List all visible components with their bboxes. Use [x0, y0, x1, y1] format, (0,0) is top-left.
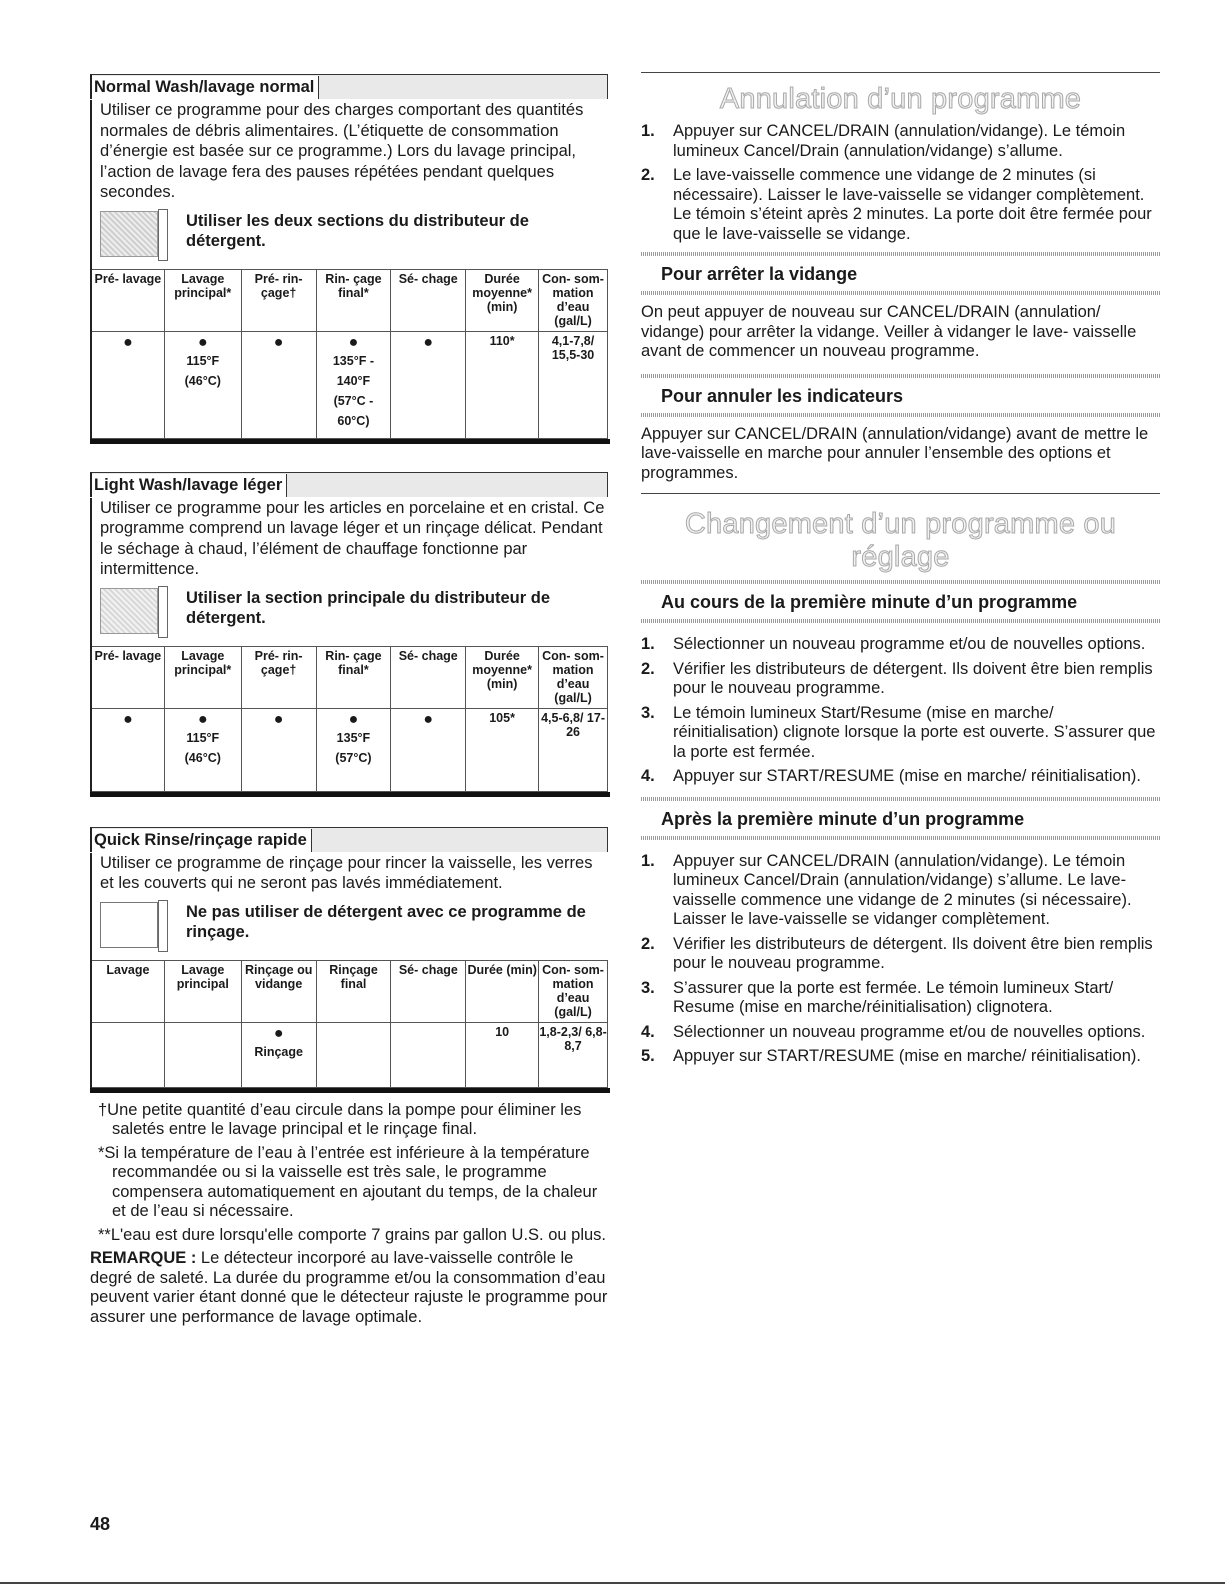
right-column — [641, 72, 1160, 1072]
temp-value: (57°C - — [333, 393, 374, 408]
detergent-note — [100, 209, 608, 263]
duration-value: 10 — [495, 1024, 510, 1039]
table-header: Rin- çage final* — [316, 646, 391, 708]
list-item: 2. Vérifier les distributeurs de détergent. Ils doivent être bien remplis pour le nouveau programme. — [641, 934, 1153, 972]
table-header: Lavage — [91, 960, 164, 1022]
list-item: 5. Appuyer sur START/RESUME (mise en marche/ réinitialisation). — [641, 1047, 1141, 1065]
table-header: Rinçage ou vidange — [241, 960, 316, 1022]
detergent-note — [100, 586, 608, 640]
temp-value: 115°F — [186, 730, 220, 745]
water-value: 4,5-6,8/ 17-26 — [541, 710, 605, 739]
table-header: Durée (min) — [466, 960, 539, 1022]
quick-rinse-title: Quick Rinse/rinçage rapide — [92, 829, 312, 852]
active-dot-icon: ● — [348, 710, 359, 728]
list-item: 1. Sélectionner un nouveau programme et/ou de nouvelles options. — [641, 635, 1146, 653]
divider — [641, 72, 1160, 73]
table-header: Con- som- mation d’eau (gal/L) — [539, 646, 608, 708]
list-item: 2. Vérifier les distributeurs de détergent. Ils doivent être bien remplis pour le nouveau programme. — [641, 659, 1153, 697]
table-header: Pré- lavage — [91, 646, 164, 708]
divider — [641, 619, 1160, 623]
divider — [641, 493, 1160, 494]
water-value: 1,8-2,3/ 6,8-8,7 — [539, 1024, 607, 1053]
list-item: 3. S’assurer que la porte est fermée. Le témoin lumineux Start/ Resume (mise en marche/réinitialisation) clignotera. — [641, 978, 1114, 1016]
remark-label: REMARQUE : — [90, 1249, 197, 1267]
table-header: Lavage principal — [164, 960, 241, 1022]
table-header: Durée moyenne* (min) — [466, 646, 539, 708]
table-header: Pré- lavage — [91, 269, 164, 331]
light-wash-section — [90, 472, 608, 797]
quick-rinse-table — [90, 960, 608, 1088]
divider — [641, 291, 1160, 295]
temp-value: 135°F - — [332, 353, 374, 368]
temp-value: 140°F — [336, 373, 371, 388]
cancel-steps — [641, 122, 1160, 244]
normal-wash-section — [90, 74, 608, 444]
quick-rinse-section — [90, 827, 608, 1093]
stop-drain-heading: Pour arrêter la vidange — [661, 264, 858, 284]
divider — [641, 836, 1160, 840]
table-header: Sé- chage — [391, 960, 466, 1022]
footnote: **L'eau est dure lorsqu'elle comporte 7 grains par gallon U.S. ou plus. — [98, 1225, 607, 1244]
first-minute-heading: Au cours de la première minute d’un programme — [661, 592, 1078, 612]
table-header: Rinçage final — [316, 960, 391, 1022]
table-header: Pré- rin- çage† — [241, 269, 316, 331]
detergent-instruction: Utiliser la section principale du distributeur de détergent. — [186, 588, 550, 627]
active-dot-icon: ● — [348, 333, 359, 351]
section-header — [90, 74, 608, 99]
table-header: Con- som- mation d’eau (gal/L) — [539, 960, 608, 1022]
active-dot-icon: ● — [273, 333, 284, 351]
footnote: †Une petite quantité d’eau circule dans la pompe pour éliminer les saletés entre le lavage principal et le rinçage final. — [98, 1100, 582, 1138]
footnotes — [90, 1101, 608, 1246]
temp-value: 115°F — [186, 353, 220, 368]
footnote: *Si la température de l’eau à l’entrée est inférieure à la température recommandée ou si la vaisselle est très sale, le programme compensera automatiquement en ajoutant du temps, de la chaleur et de l’eau si nécessaire. — [98, 1143, 598, 1220]
quick-rinse-description: Utiliser ce programme de rinçage pour rincer la vaisselle, les verres et les couverts qui ne seront pas lavés immédiatement. — [100, 853, 593, 892]
detergent-instruction: Utiliser les deux sections du distributeur de détergent. — [186, 211, 529, 250]
table-header: Lavage principal* — [164, 269, 241, 331]
rinse-label: Rinçage — [254, 1044, 303, 1059]
list-item: 1. Appuyer sur CANCEL/DRAIN (annulation/vidange). Le témoin lumineux Cancel/Drain (annulation/vidange) s’allume. — [641, 122, 1126, 160]
list-item: 2. Le lave-vaisselle commence une vidange de 2 minutes (si nécessaire). Laisser le lave-vaisselle se vidanger complètement. Le témoin s’éteint après 2 minutes. La porte doit être fermée pour que le lave-vaisselle se vidange. — [641, 166, 1152, 243]
section-header — [90, 472, 608, 497]
active-dot-icon: ● — [123, 710, 133, 728]
temp-value: 135°F — [336, 730, 371, 745]
remark-text: Le détecteur incorporé au lave-vaisselle contrôle le degré de saleté. La durée du programme et/ou la consommation d’eau peuvent varier étant donné que le détecteur rajuste le programme pour assurer une performance de lavage optimale. — [90, 1249, 608, 1326]
temp-value: (57°C) — [335, 750, 372, 765]
detergent-dispenser-empty-icon — [100, 900, 166, 954]
active-dot-icon: ● — [423, 710, 434, 728]
duration-value: 110* — [489, 333, 515, 348]
stop-drain-text: On peut appuyer de nouveau sur CANCEL/DRAIN (annulation/ vidange) pour arrêter la vidange. Veiller à vidanger le lave- vaisselle avant de commencer un nouveau programme. — [641, 303, 1137, 360]
duration-value: 105* — [489, 710, 515, 725]
temp-value: 60°C) — [337, 413, 370, 428]
light-wash-description: Utiliser ce programme pour les articles en porcelaine et en cristal. Ce programme comprend un lavage léger et un rinçage délicat. Pendant le séchage à chaud, l’élément de chauffage fonctionne par intermittence. — [100, 498, 605, 578]
change-program-heading: Changement d’un programme ou réglage — [684, 508, 1117, 573]
divider — [0, 1582, 1225, 1584]
active-dot-icon: ● — [273, 1024, 284, 1042]
normal-wash-title: Normal Wash/lavage normal — [92, 76, 319, 99]
list-item: 1. Appuyer sur CANCEL/DRAIN (annulation/vidange). Le témoin lumineux Cancel/Drain (annulation/vidange) s’allume. Le lave- vaisselle commence une vidange de 2 minutes (si nécessaire). Laisser le lave-vaisselle se vidanger complètement. — [641, 851, 1132, 928]
divider — [90, 1088, 610, 1093]
active-dot-icon: ● — [273, 710, 284, 728]
temp-value: (46°C) — [184, 373, 221, 388]
table-header: Rin- çage final* — [316, 269, 391, 331]
detergent-note — [100, 900, 608, 954]
table-header: Pré- rin- çage† — [241, 646, 316, 708]
water-value: 4,1-7,8/ 15,5-30 — [551, 333, 595, 362]
cancel-indicators-heading: Pour annuler les indicateurs — [661, 385, 904, 406]
light-wash-table — [90, 646, 608, 792]
table-header: Sé- chage — [391, 646, 466, 708]
normal-wash-table — [90, 269, 608, 439]
list-item: 4. Sélectionner un nouveau programme et/ou de nouvelles options. — [641, 1022, 1146, 1041]
list-item: 4. Appuyer sur START/RESUME (mise en marche/ réinitialisation). — [641, 767, 1141, 785]
left-column — [90, 74, 608, 1327]
cancel-indicators-text: Appuyer sur CANCEL/DRAIN (annulation/vidange) avant de mettre le lave-vaisselle en marche pour annuler l’ensemble des options et programmes. — [641, 424, 1149, 482]
after-first-minute-steps — [641, 852, 1160, 1067]
section-header — [90, 827, 608, 852]
remark — [90, 1249, 608, 1327]
divider — [641, 413, 1160, 417]
detergent-dispenser-main-icon — [100, 586, 166, 640]
temp-value: (46°C) — [184, 750, 221, 765]
cancel-program-heading: Annulation d’un programme — [719, 83, 1082, 115]
active-dot-icon: ● — [197, 333, 208, 351]
detergent-dispenser-both-icon — [100, 209, 166, 263]
active-dot-icon: ● — [197, 710, 208, 728]
page-number: 48 — [90, 1514, 111, 1534]
active-dot-icon: ● — [123, 333, 133, 351]
list-item: 3. Le témoin lumineux Start/Resume (mise en marche/ réinitialisation) clignote lorsque la porte est ouverte. S’assurer que la porte est fermée. — [641, 703, 1156, 761]
table-header: Con- som- mation d’eau (gal/L) — [539, 269, 608, 331]
first-minute-steps — [641, 635, 1160, 787]
active-dot-icon: ● — [423, 333, 434, 351]
table-header: Durée moyenne* (min) — [466, 269, 539, 331]
light-wash-title: Light Wash/lavage léger — [92, 474, 287, 497]
after-first-minute-heading: Après la première minute d’un programme — [661, 808, 1025, 829]
table-header: Lavage principal* — [164, 646, 241, 708]
normal-wash-description: Utiliser ce programme pour des charges comportant des quantités normales de débris alimentaires. (L’étiquette de consommation d’énergie est basée sur ce programme.) Lors du lavage principal, l’action de lavage fera des pauses répétées pendant quelques secondes. — [100, 101, 584, 201]
table-header: Sé- chage — [391, 269, 466, 331]
detergent-instruction: Ne pas utiliser de détergent avec ce programme de rinçage. — [186, 902, 586, 941]
